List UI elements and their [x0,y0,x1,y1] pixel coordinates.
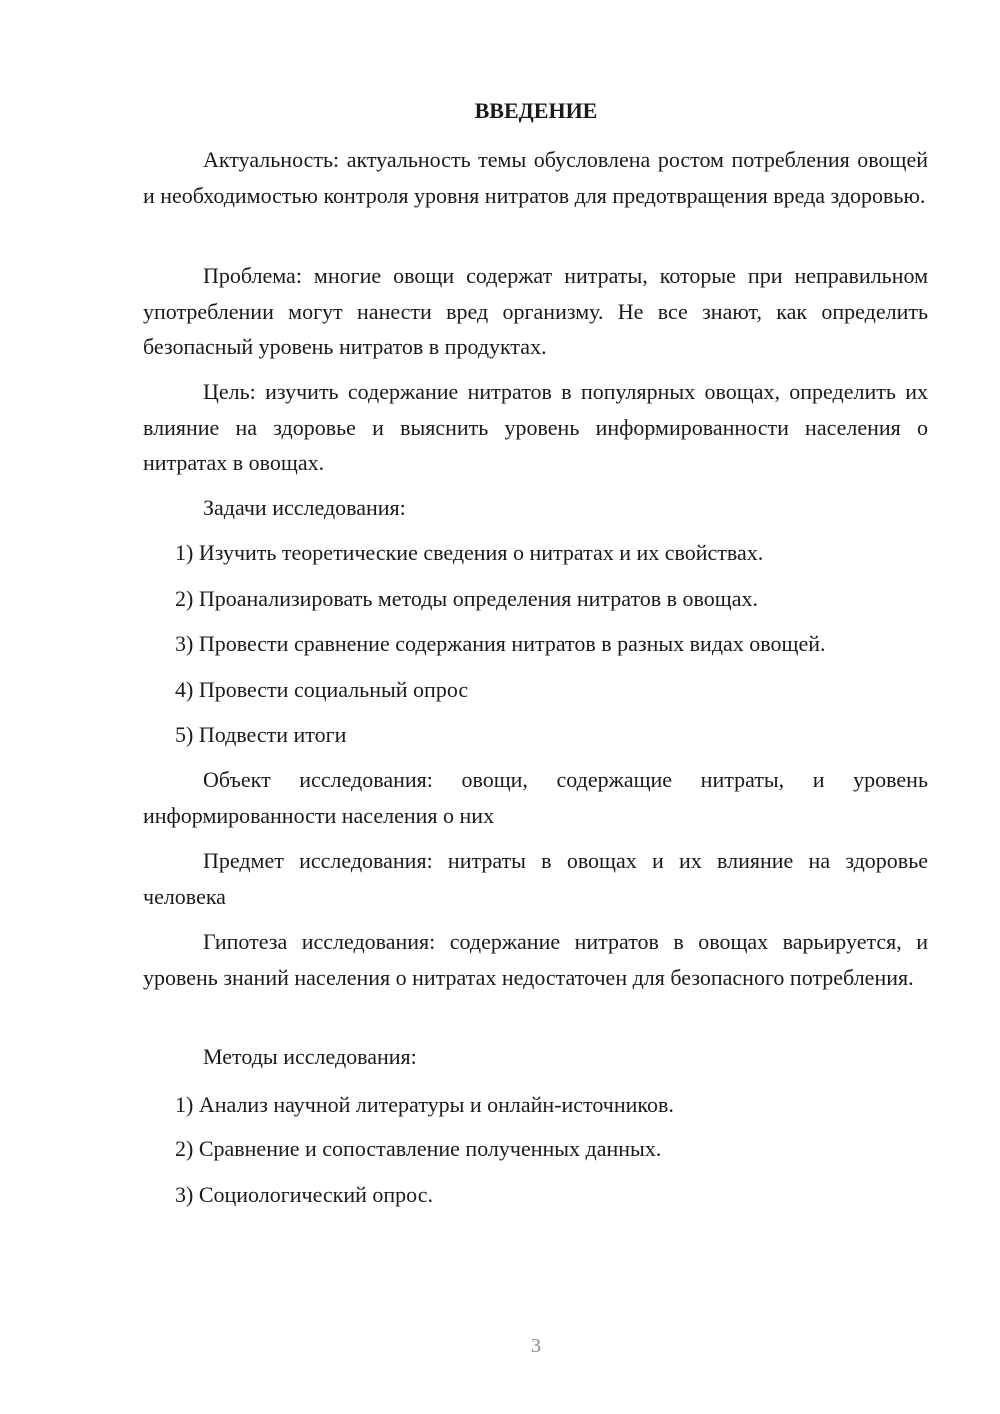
paragraph-goal: Цель: изучить содержание нитратов в популярных овощах, определить их влияние на здоровье и выяснить уровень информированности населения о нитратах в овощах. [143,379,928,475]
paragraph-hypothesis: Гипотеза исследования: содержание нитратов в овощах варьируется, и уровень знаний населения о нитратах недостаточен для безопасного потребления. [143,929,928,990]
task-item: 2) Проанализировать методы определения нитратов в овощах. [175,586,758,611]
paragraph-object: Объект исследования: овощи, содержащие нитраты, и уровень информированности населения о них [143,767,928,828]
page-title: ВВЕДЕНИЕ [474,98,598,123]
method-item: 1) Анализ научной литературы и онлайн-источников. [175,1092,674,1117]
task-item: 5) Подвести итоги [175,722,347,747]
method-item: 2) Сравнение и сопоставление полученных данных. [175,1136,662,1161]
paragraph-subject: Предмет исследования: нитраты в овощах и их влияние на здоровье человека [143,848,928,909]
paragraph-relevance: Актуальность: актуальность темы обусловлена ростом потребления овощей и необходимостью контроля уровня нитратов для предотвращения вреда здоровью. [143,147,928,208]
tasks-label: Задачи исследования: [203,495,406,520]
method-item: 3) Социологический опрос. [175,1182,433,1207]
methods-label: Методы исследования: [203,1044,417,1069]
paragraph-problem: Проблема: многие овощи содержат нитраты, которые при неправильном употреблении могут нанести вред организму. Не все знают, как определить безопасный уровень нитратов в продуктах. [143,263,928,359]
task-item: 3) Провести сравнение содержания нитратов в разных видах овощей. [175,631,826,656]
page-number: 3 [531,1335,541,1357]
task-item: 1) Изучить теоретические сведения о нитратах и их свойствах. [175,540,764,565]
task-item: 4) Провести социальный опрос [175,677,469,702]
